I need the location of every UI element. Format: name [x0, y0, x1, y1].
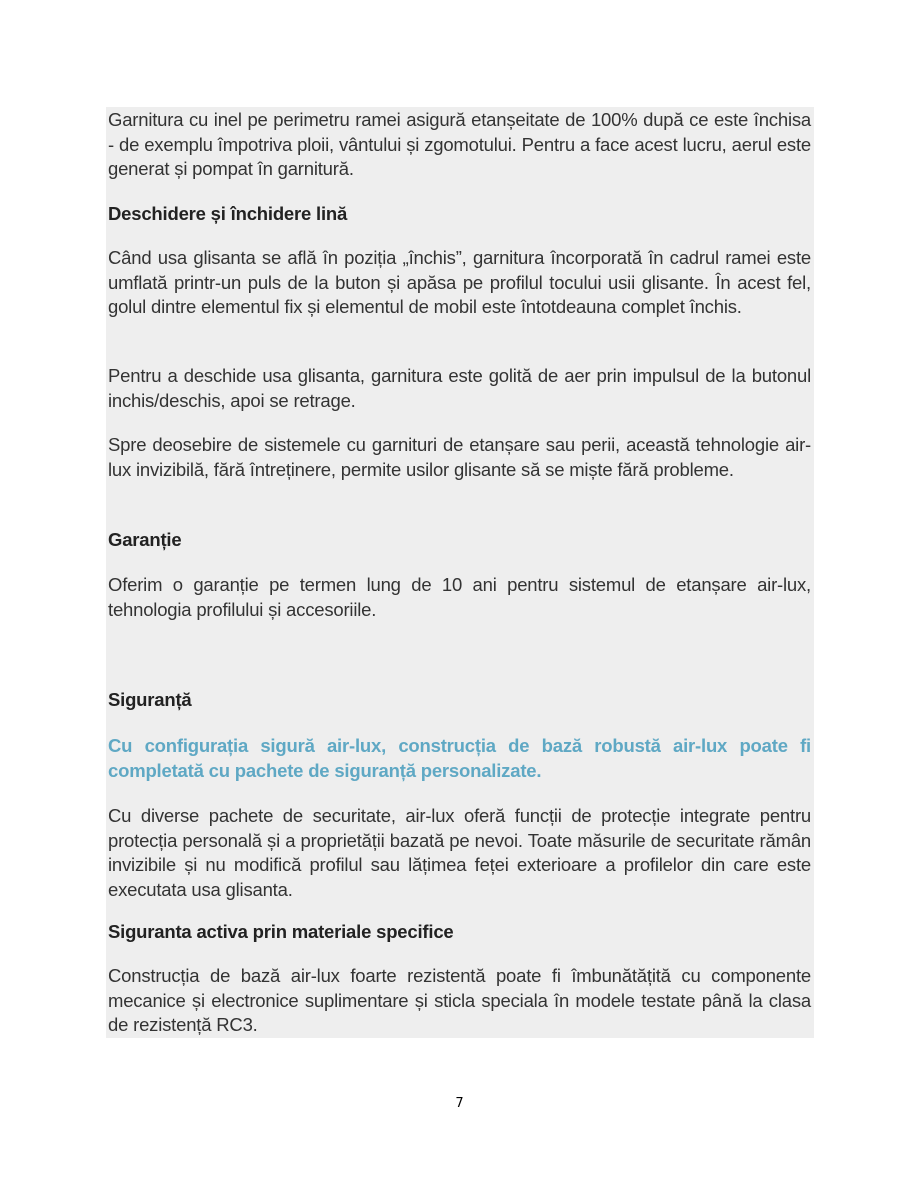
safety-highlight: Cu configurația sigură air-lux, construcția de bază robustă air-lux poate fi completată cu pachete de siguranță personalizate. [108, 735, 811, 781]
paragraph-technology: Spre deosebire de sistemele cu garnituri de etanșare sau perii, această tehnologie air-lux invizibilă, fără întreținere, permite usilor glisante să se miște fără probleme. [108, 434, 811, 480]
heading-safety: Siguranță [108, 689, 192, 710]
paragraph-warranty: Oferim o garanție pe termen lung de 10 ani pentru sistemul de etanșare air-lux, tehnologia profilului și accesoriile. [108, 574, 811, 620]
heading-warranty: Garanție [108, 529, 182, 550]
heading-smooth-opening: Deschidere și închidere lină [108, 203, 348, 224]
paragraph-opening: Pentru a deschide usa glisanta, garnitura este golită de aer prin impulsul de la butonul inchis/deschis, apoi se retrage. [108, 365, 811, 411]
page-number: 7 [455, 1096, 464, 1111]
heading-active-safety: Siguranta activa prin materiale specifice [108, 921, 454, 942]
paragraph-closed-position: Când usa glisanta se află în poziția „închis”, garnitura încorporată în cadrul ramei este umflată printr-un puls de la buton și apăsa pe profilul tocului usii glisante. În acest fel, golul dintre elementul fix și elementul de mobil este întotdeauna complet închis. [108, 247, 811, 318]
paragraph-seal: Garnitura cu inel pe perimetru ramei asigură etanșeitate de 100% după ce este închisa - de exemplu împotriva ploii, vântului și zgomotului. Pentru a face acest lucru, aerul este generat și pompat în garnitură. [108, 109, 811, 180]
paragraph-construction: Construcția de bază air-lux foarte rezistentă poate fi îmbunătățită cu componente mecanice și electronice suplimentare și sticla speciala în modele testate până la clasa de rezistență RC3. [108, 965, 811, 1036]
paragraph-security-packages: Cu diverse pachete de securitate, air-lux oferă funcții de protecție integrate pentru protecția personală și a proprietății bazată pe nevoi. Toate măsurile de securitate rămân invizibile și nu modifică profilul sau lățimea feței exterioare a profilelor din care este executata usa glisanta. [108, 805, 811, 900]
